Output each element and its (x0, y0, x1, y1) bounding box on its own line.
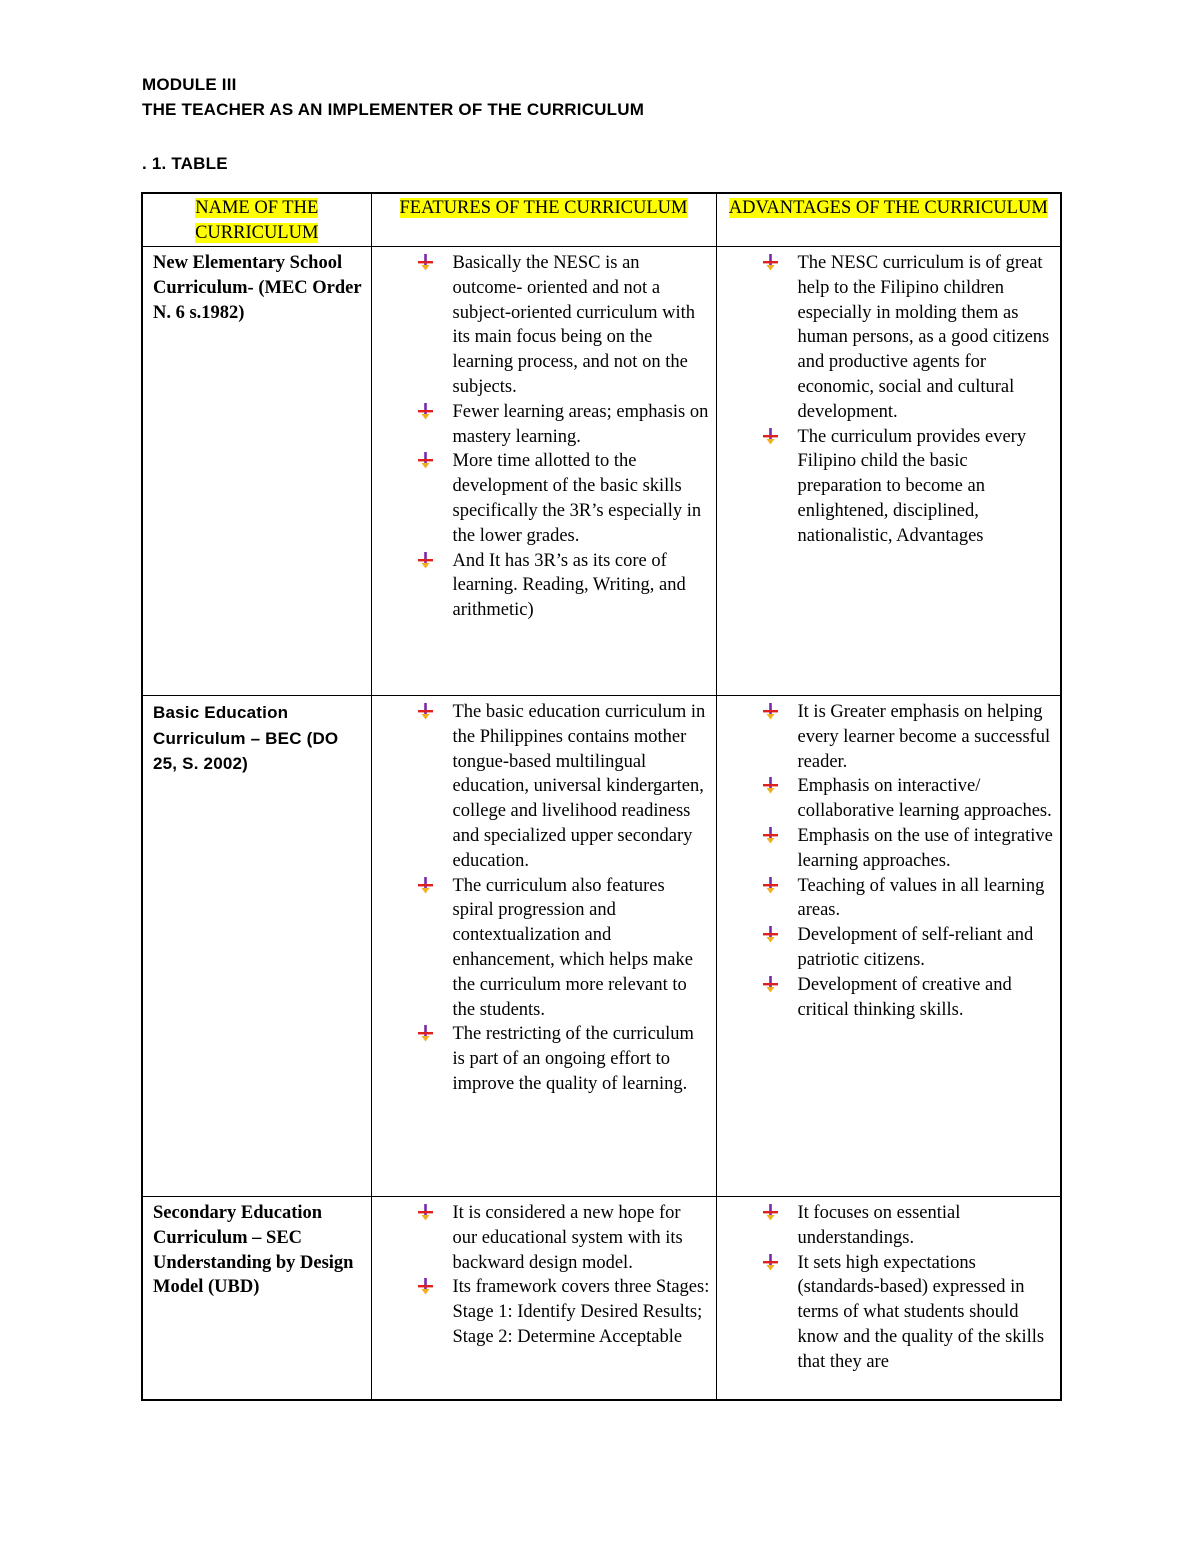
list-item-text: The curriculum provides every Filipino child the basic preparation to become an enlightened, disciplined, nationalistic, Advantages (797, 426, 1027, 546)
list-item (372, 549, 710, 623)
features-list (372, 1197, 716, 1350)
advantages-list (717, 1197, 1061, 1375)
advantages-cell (716, 1197, 1061, 1401)
list-item (717, 774, 1055, 824)
list-item-text: More time allotted to the development of the basic skills specifically the 3R’s especially in the lower grades. (452, 451, 702, 546)
section-heading: . 1. TABLE (142, 154, 228, 173)
header-name-label: NAME OF THE CURRICULUM (195, 198, 319, 243)
list-item (717, 1201, 1055, 1251)
list-item-text: And It has 3R’s as its core of learning. Reading, Writing, and arithmetic) (452, 550, 686, 621)
arrow-down-icon (763, 1204, 778, 1221)
header-features-label: FEATURES OF THE CURRICULUM (399, 198, 688, 218)
arrow-down-icon (763, 428, 778, 445)
list-item (372, 251, 710, 400)
features-cell (371, 247, 716, 696)
arrow-down-icon (763, 827, 778, 844)
advantages-cell (716, 247, 1061, 696)
list-item (372, 874, 710, 1023)
list-item-text: The NESC curriculum is of great help to the Filipino children especially in molding them as human persons, as a good citizens and productive agents for economic, social and cultural development. (797, 253, 1050, 422)
list-item-text: It is Greater emphasis on helping every learner become a successful reader. (797, 702, 1051, 772)
list-item-text: Fewer learning areas; emphasis on mastery learning. (452, 401, 709, 447)
header-advantages (716, 193, 1061, 247)
table-header-row (142, 193, 1061, 247)
arrow-down-icon (418, 1025, 433, 1042)
arrow-down-icon (763, 926, 778, 943)
header-features (371, 193, 716, 247)
arrow-down-icon (418, 1278, 433, 1295)
list-item-text: Emphasis on the use of integrative learning approaches. (797, 825, 1053, 871)
arrow-down-icon (763, 877, 778, 894)
list-item-text: Its framework covers three Stages: Stage 1: Identify Desired Results; Stage 2: Determine Acceptable (452, 1277, 710, 1347)
table-row (142, 1197, 1061, 1401)
advantages-list (717, 696, 1061, 1022)
list-item (717, 251, 1055, 425)
curriculum-name-cell: Basic Education Curriculum – BEC (DO 25, S. 2002) (142, 696, 371, 1197)
list-item (717, 973, 1055, 1023)
advantages-cell (716, 696, 1061, 1197)
list-item (372, 449, 710, 548)
module-label: MODULE III (142, 75, 237, 94)
arrow-down-icon (418, 254, 433, 271)
arrow-down-icon (763, 976, 778, 993)
document-title: THE TEACHER AS AN IMPLEMENTER OF THE CURRICULUM (142, 100, 645, 119)
list-item-text: It sets high expectations (standards-based) expressed in terms of what students should know and the quality of the skills that they are (797, 1252, 1045, 1372)
header-advantages-label: ADVANTAGES OF THE CURRICULUM (728, 198, 1048, 218)
list-item-text: The curriculum also features spiral progression and contextualization and enhancement, which helps make the curriculum more relevant to the students. (452, 875, 693, 1020)
arrow-down-icon (763, 703, 778, 720)
list-item (717, 824, 1055, 874)
features-list (372, 696, 716, 1097)
arrow-down-icon (418, 452, 433, 469)
list-item (372, 1022, 710, 1096)
arrow-down-icon (763, 1254, 778, 1271)
arrow-down-icon (763, 777, 778, 794)
list-item-text: It is considered a new hope for our educational system with its backward design model. (452, 1203, 683, 1273)
list-item-text: Teaching of values in all learning areas. (797, 875, 1045, 921)
arrow-down-icon (763, 254, 778, 271)
list-item-text: Development of self-reliant and patriotic citizens. (797, 925, 1034, 970)
arrow-down-icon (418, 552, 433, 569)
list-item (717, 700, 1055, 774)
list-item (717, 1251, 1055, 1375)
features-cell (371, 696, 716, 1197)
list-item-text: The basic education curriculum in the Philippines contains mother tongue-based multilingual education, universal kindergarten, college and livelihood readiness and specialized upper secondary education. (452, 702, 706, 871)
arrow-down-icon (418, 877, 433, 894)
header-name (142, 193, 371, 247)
arrow-down-icon (418, 403, 433, 420)
advantages-list (717, 247, 1061, 549)
features-list (372, 247, 716, 623)
arrow-down-icon (418, 703, 433, 720)
features-cell (371, 1197, 716, 1401)
list-item-text: The restricting of the curriculum is part of an ongoing effort to improve the quality of learning. (452, 1024, 694, 1094)
list-item (372, 1201, 710, 1275)
curriculum-table (141, 192, 1062, 1401)
list-item-text: Development of creative and critical thinking skills. (797, 974, 1012, 1020)
list-item (372, 400, 710, 450)
arrow-down-icon (418, 1204, 433, 1221)
list-item (372, 1275, 710, 1349)
list-item (372, 700, 710, 874)
curriculum-name-cell: New Elementary School Curriculum- (MEC Order N. 6 s.1982) (142, 247, 371, 696)
list-item (717, 425, 1055, 549)
list-item (717, 923, 1055, 973)
list-item-text: It focuses on essential understandings. (797, 1203, 961, 1248)
list-item-text: Basically the NESC is an outcome- oriented and not a subject-oriented curriculum with its main focus being on the learning process, and not on the subjects. (452, 253, 695, 397)
list-item-text: Emphasis on interactive/ collaborative learning approaches. (797, 776, 1052, 822)
table-row (142, 247, 1061, 696)
curriculum-name-cell: Secondary Education Curriculum – SEC Understanding by Design Model (UBD) (142, 1197, 371, 1401)
table-row (142, 696, 1061, 1197)
list-item (717, 874, 1055, 924)
